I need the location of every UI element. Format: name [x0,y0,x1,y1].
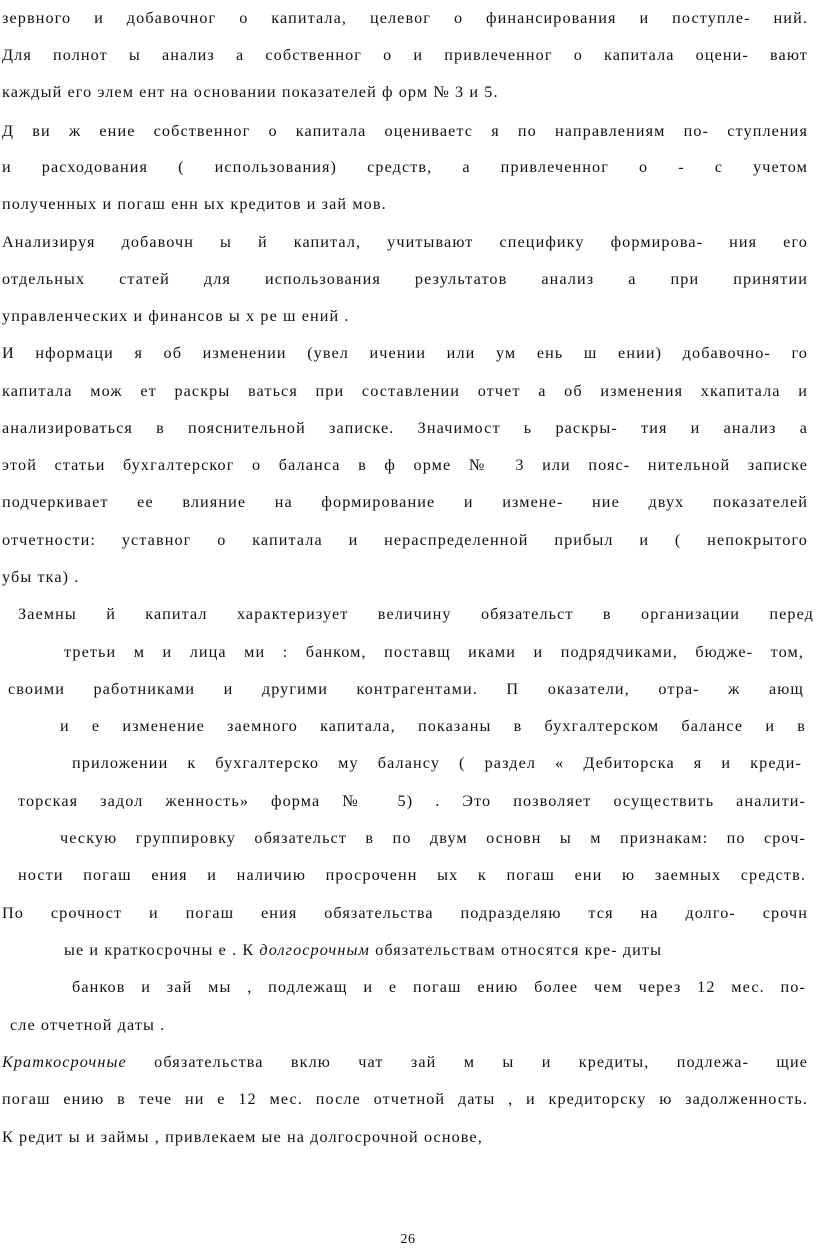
text-line: Для полнот ы анализ а собственног о и привлеченног о капитала оцени- вают [2,46,808,64]
italic-term: Краткосрочные [2,1053,127,1071]
text-line: этой статьи бухгалтерског о баланса в ф орме № 3 или пояс- нительной записке [2,456,808,474]
text-line: Д ви ж ение собственног о капитала оцениваетс я по направлениям по- ступления [2,122,808,140]
text-line: отдельных статей для использования результатов анализ а при принятии [2,270,808,288]
text-line: убы тка) . [2,568,80,586]
text-line: своими работниками и другими контрагентами. П оказатели, отра- ж ающ [8,680,804,698]
text-line: отчетности: уставног о капитала и нераспределенной прибыл и ( непокрытого [2,531,808,549]
text-line: Заемны й капитал характеризует величину обязательст в организации перед [18,605,814,623]
text-line: каждый его элем ент на основании показателей ф орм № 3 и 5. [2,83,499,101]
text-line: И нформаци я об изменении (увел ичении или ум ень ш ении) добавочно- го [2,344,808,362]
text-line: К редит ы и займы , привлекаем ые на долгосрочной основе, [2,1128,483,1146]
page-number: 26 [400,1232,416,1247]
text-line: и е изменение заемного капитала, показаны в бухгалтерском балансе и в [60,717,806,735]
text-line: полученных и погаш енн ых кредитов и зай мов. [2,195,387,213]
text-line: По срочност и погаш ения обязательства подразделяю тся на долго- срочн [2,904,808,922]
text-line: приложении к бухгалтерско му балансу ( раздел « Дебиторска я и креди- [72,754,802,772]
text-line: торская задол женность» форма № 5) . Это позволяет осуществить аналити- [18,792,806,810]
text-line [64,940,808,960]
text-line [2,1052,808,1072]
text-line: управленческих и финансов ы х ре ш ений . [2,307,350,325]
text-line: банков и зай мы , подлежащ и е погаш ению более чем через 12 мес. по- [72,978,806,996]
text-line: ческую группировку обязательст в по двум основн ы м признакам: по сроч- [60,829,806,847]
italic-term: долгосрочным [259,941,370,959]
text-line: сле отчетной даты . [10,1016,166,1034]
text-line: погаш ению в тече ни е 12 мес. после отчетной даты , и кредиторску ю задолженность. [2,1090,808,1108]
text-line: подчеркивает ее влияние на формирование и измене- ние двух показателей [2,493,808,511]
text-line: ности погаш ения и наличию просроченн ых к погаш ени ю заемных средств. [18,866,806,884]
text-span: ые и краткосрочны е . К [64,941,255,959]
text-span: обязательствам относятся кре- диты [375,941,663,959]
text-line: капитала мож ет раскры ваться при составлении отчет а об изменения хкапитала и [2,382,808,400]
text-span: обязательства вклю чат зай м ы и кредиты, подлежа- щие [154,1053,808,1071]
text-line: третьи м и лица ми : банком, поставщ иками и подрядчиками, бюдже- том, [64,643,804,661]
text-line: Анализируя добавочн ы й капитал, учитывают специфику формирова- ния его [2,233,808,251]
text-line: зервного и добавочног о капитала, целевог о финансирования и поступле- ний. [2,9,808,27]
text-line: и расходования ( использования) средств, а привлеченног о - с учетом [2,158,808,176]
text-line: анализироваться в пояснительной записке. Значимост ь раскры- тия и анализ а [2,419,808,437]
